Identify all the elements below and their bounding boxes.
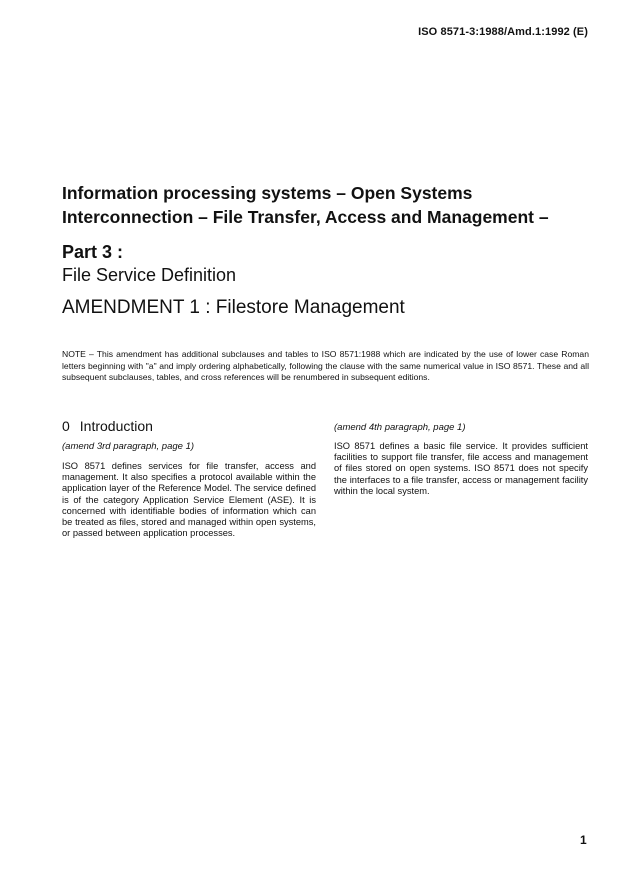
page-number: 1 xyxy=(580,833,587,847)
document-title xyxy=(62,181,602,229)
section-heading xyxy=(62,418,153,434)
left-paragraph: ISO 8571 defines services for file transfer, access and management. It also specifies a protocol available within the application layer of the Reference Model. The service defined is of the category Application Service Element (ASE). It is concerned with identifiable bodies of information which can be treated as files, stored and managed within open systems, or passed between application processes. xyxy=(62,461,316,539)
document-title-line-1: Information processing systems – Open Systems xyxy=(62,183,473,203)
part-title: File Service Definition xyxy=(62,265,237,285)
right-paragraph: ISO 8571 defines a basic file service. It provides sufficient facilities to support file transfer, file access and management of files stored on open systems. ISO 8571 does not specify the interfaces to a file transfer, access or management facility within the local system. xyxy=(334,441,588,496)
left-amend-instruction: (amend 3rd paragraph, page 1) xyxy=(62,441,195,452)
part-number: Part 3 : xyxy=(62,242,124,262)
document-id: ISO 8571-3:1988/Amd.1:1992 (E) xyxy=(418,26,588,38)
amendment-note: NOTE – This amendment has additional subclauses and tables to ISO 8571:1988 which are indicated by the use of lower case Roman letters beginning with "a" and imply ordering alphabetically, following the clause with the same numerical value in ISO 8571. These and all subsequent subclauses, tables, and cross references will be renumbered in subsequent editions. xyxy=(62,349,589,383)
section-number: 0 xyxy=(62,418,70,434)
document-title-line-2: Interconnection – File Transfer, Access and Management – xyxy=(62,207,549,227)
section-title: Introduction xyxy=(79,418,153,434)
right-amend-instruction: (amend 4th paragraph, page 1) xyxy=(334,422,466,433)
amendment-title: AMENDMENT 1 : Filestore Management xyxy=(62,297,405,318)
